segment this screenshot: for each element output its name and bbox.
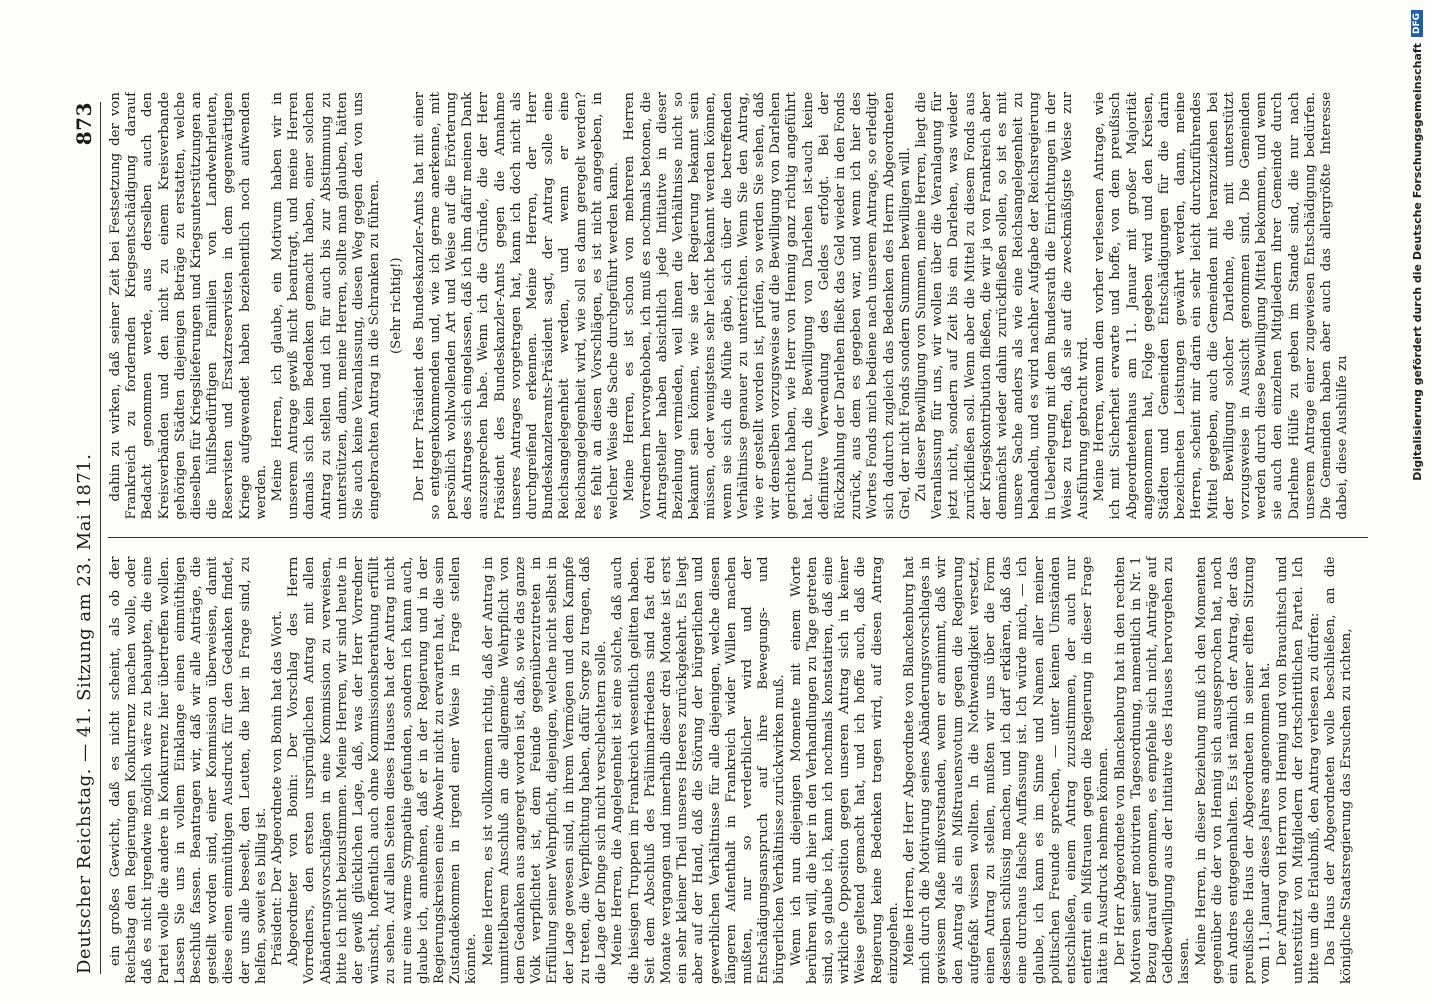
dfg-side-stamp: [1405, 10, 1429, 990]
paragraph: Meine Herren, in dieser Beziehung muß ich den Momenten gegenüber die der von Hennig sich ausgesprochen hat, noch ein Andres entgegenhalten. Es ist nämlich der Antrag, der das preußische Haus der Abgeordneten in seiner elften Sitzung vom 11. Januar dieses Jahres angenommen hat.: [1193, 556, 1274, 984]
paragraph: Der Antrag von Herrn von Hennig und von Brauchitsch und unterstützt von Mitgliedern der fortschrittlichen Partei. Ich bitte um die Erlaubniß, den Antrag verlesen zu dürfen:: [1274, 556, 1323, 984]
text-columns: [108, 92, 1368, 984]
rotated-page-content: [68, 82, 1378, 1004]
paragraph: dahin zu wirken, daß seiner Zeit bei Festsetzung der von Frankreich zu fordernden Kriegsentschädigung darauf Bedacht genommen werde, aus derselben auch den Kreisverbänden und den nicht zu einem Kreisverbande gehörigen Städten diejenigen Beträge zu erstatten, welche dieselben für Kriegslieferungen und Kriegsunterstützungen an die hülfsbedürftigen Familien von Landwehrleuten, Reservisten und Ersatzreservisten in dem gegenwärtigen Kriege aufgewendet haben beziehentlich noch aufwenden werden.: [108, 92, 269, 520]
paragraph: Der Herr Abgeordnete von Blanckenburg hat in den rechten Motiven seiner motivirten Tagesordnung, namentlich in Nr. 1 Bezug darauf genommen, es empfehle sich nicht, Anträge auf Geldbewilligung aus der Initiative des Hauses hervorgehen zu lassen.: [1112, 556, 1193, 984]
paragraph: ein großes Gewicht, daß es nicht scheint, als ob der Reichstag den Regierungen Konkurrenz machen wolle, oder daß es nicht irgendwie möglich wäre zu behaupten, die eine Partei wolle die andere in Konkurrenz hier übertreffen wollen. Lassen Sie uns in vollem Einklange einen einmüthigen Beschluß fassen. Beantragen wir, daß wir alle Anträge, die gestellt worden sind, einer Kommission überweisen, damit diese einen einmüthigen Ausdruck für den Gedanken findet, der uns alle beseelt, den Leuten, die hier in Frage sind, zu helfen, soweit es billig ist.: [108, 556, 269, 984]
paragraph: Meine Herren, die Angelegenheit ist eine solche, daß auch die hiesigen Truppen im Frankreich wesentlich gelitten haben. Seit dem Abschluß des Präliminarfriedens sind fast drei Monate vergangen und innerhalb dieser drei Monate ist erst ein sehr kleiner Theil unseres Heeres zurückgekehrt. Es liegt aber auf der Hand, daß die Störung der bürgerlichen und gewerblichen Verhältnisse für alle diejenigen, welche diesen längeren Aufenthalt in Frankreich wider Willen machen mußten, nur so verderblicher wird und der Entschädigungsanspruch auf ihre Bewegungs- und bürgerlichen Verhältnisse zurückwirken muß.: [610, 556, 788, 984]
right-column: [108, 92, 1368, 520]
page-number: 873: [72, 102, 96, 146]
paragraph: Der Herr Präsident des Bundeskanzler-Amts hat mit einer so entgegenkommenden und, wie ich gerne anerkenne, mit persönlich wohlwollenden Art und Weise auf die Erörterung des Antrages sich eingelassen, daß ich ihm dafür meinen Dank auszusprechen habe. Wenn ich die Gründe, die der Herr Präsident des Bundeskanzler-Amts gegen die Annahme unseres Antrages vorgetragen hat, kann ich doch nicht als durchgreifend erkennen. Meine Herren, der Herr Bundeskanzleramts-Präsident sagt, der Antrag solle eine Reichsangelegenheit werden, und wenn er eine Reichsangelegenheit wird, wie soll es dann geregelt werden? es fehlt an diesen Vorschlägen, es ist nicht angegeben, in welcher Weise die Sache durchgeführt werden kann.: [411, 92, 622, 520]
left-column: [108, 557, 1368, 985]
paragraph: Meine Herren, es ist vollkommen richtig, daß der Antrag in unmittelbarem Anschluß an die allgemeine Wehrpflicht von dem Gedanken aus angeregt worden ist, daß, so wie das ganze Volk verpflichtet ist, dem Feinde gegenüberzutreten in Erfüllung seiner Wehrpflicht, diejenigen, welche nicht selbst in der Lage gewesen sind, in ihrem Vermögen und dem Kampfe zu treten, die Verpflichtung haben, dafür Sorge zu tragen, daß die Lage der Dinge sich nicht verschlechtern solle.: [480, 556, 610, 984]
paragraph: Das Haus der Abgeordneten wolle beschließen, an die königliche Staatsregierung das Ersuchen zu richten,: [1323, 556, 1355, 984]
column-rule: [108, 538, 1368, 539]
paragraph: Meine Herren, es ist schon von mehreren Herren Vorrednern hervorgehoben, ich muß es nochmals betonen, die Antragsteller haben absichtlich jede Initiative in dieser Beziehung vermieden, weil ihnen die Verhältnisse nicht so bekannt sein können, wie sie der Regierung bekannt sein müssen, oder wenigstens sehr leicht bekannt werden können, wenn sie sich die Mühe gäbe, sich über die betreffenden Verhältnisse genauer zu unterrichten. Wenn Sie den Antrag, wie er gestellt worden ist, prüfen, so werden Sie sehen, daß wir denselben vorzugsweise auf die Bewilligung von Darlehen gerichtet haben, wie Herr von Hennig ganz richtig angeführt hat. Durch die Bewilligung von Darlehen ist-auch keine definitive Verwendung des Geldes erfolgt. Bei der Rückzahlung der Darlehen fließt das Geld wieder in den Fonds zurück, aus dem es gegeben war, und wenn ich hier des Wortes Fonds mich bediene nach unserem Antrage, so erledigt sich dadurch zugleich das Bedenken des Herrn Abgeordneten Grel, der nicht Fonds sondern Summen bewilligen will.: [622, 92, 913, 520]
running-header: [68, 102, 101, 974]
paragraph: Meine Herren, ich glaube, ein Motivum haben wir in unserem Antrage gewiß nicht beantragt, und meine Herren damals sich kein Bedenken gemacht haben, einer solchen Antrag zu stellen und ich für auch bis zur Abstimmung zu unterstützen, dann, meine Herren, sollte man glauben, hätten Sie auch keine Veranlassung, diesen Weg gegen den von uns eingebrachten Antrag in die Schranken zu führen.: [270, 92, 383, 520]
paragraph: Wenn ich nun diejenigen Momente mit einem Worte berühren will, die hier in den Verhandlungen zu Tage getreten sind, so glaube ich, kann ich nochmals konstatiren, daß eine wirkliche Opposition gegen unseren Antrag sich in keiner Weise geltend gemacht hat, und ich hoffe auch, daß die Regierung keine Bedenken tragen wird, auf diesen Antrag einzugehen.: [788, 556, 901, 984]
paragraph: Zu dieser Bewilligung von Summen, meine Herren, liegt die Veranlassung für uns, wir wollen über die Veranlagung für jetzt nicht, sondern auf Zeit bis ein Darlehen, was wieder zurückfließen soll. Wenn aber die Mittel zu diesem Fonds aus der Kriegskontribution fließen, die wir ja von Frankreich aber demnächst wieder dahin zurückfließen sollen, so ist es mit unsere Sache anders als wie eine Reichsangelegenheit zu behandeln, und es wird nachher Aufgabe der Reichsregierung in Ueberlegung mit dem Bundesrath die Einrichtungen in der Weise zu treffen, daß sie auf die zweckmäßigste Weise zur Ausführung gebracht wird.: [913, 92, 1091, 520]
paragraph: (Sehr richtig!): [389, 257, 405, 355]
paragraph: Meine Herren, wenn dem vorher verlesenen Antrage, wie ich mit Sicherheit erwarte und hoffe, von dem preußisch Abgeordnetenhaus am 11. Januar mit großer Majorität angenommen hat, Folge gegeben wird und den Kreisen, Städten und Gemeinden Entschädigungen für die darin bezeichneten Leistungen gewährt werden, dann, meine Herren, scheint mir darin ein sehr leicht durchzuführendes Mittel gegeben, auch die Gemeinden mit heranzuziehen bei der Bewilligung solcher Darlehne, die mit unterstützt vorzugsweise in Aussicht genommen sind. Die Gemeinden werden durch diese Bewilligung Mittel bekommen, und wenn sie auch den einzelnen Mitgliedern ihrer Gemeinde durch Darlehne Hülfe zu geben im Stande sind, die nur nach unserem Antrage einer zugewiesen Entschädigung bedürfen. Die Gemeinden haben aber auch das allergrößte Interesse dabei, diese Aushülfe zu: [1092, 92, 1351, 520]
dfg-funding-note: Digitalisierung gefördert durch die Deutsche Forschungsgemeinschaft: [1410, 43, 1424, 481]
header-title: Deutscher Reichstag. — 41. Sitzung am 23. Mai 1871.: [73, 453, 95, 974]
paragraph: Abgeordneter von Bonin: Der Vorschlag des Herrn Vorredners, den ersten ursprünglichen Antrag mit allen Abänderungsvorschlägen in eine Kommission zu verweisen, bitte ich nicht beizustimmen. Meine Herren, wir sind heute in der gewiß glücklichen Lage, daß, was der Herr Vorredner wünscht, hoffentlich auch ohne Kommissionsberathung erfüllt zu sehen. Auf allen Seiten dieses Hauses hat der Antrag nicht nur eine warme Sympathie gefunden, sondern ich kann auch, glaube ich, annehmen, daß er in der Regierung und in der Regierungskreisen eine Abwehr nicht zu erwarten hat, die sein Zustandekommen in irgend einer Weise in Frage stellen könnte.: [286, 556, 480, 984]
dfg-logo: DFG: [1411, 10, 1423, 37]
paragraph: Meine Herren, der Herr Abgeordnete von Blanckenburg hat mich durch die Motivirung seines Abänderungsvorschlages in gewissem Maße mißverstanden, wenn er annimmt, daß wir den Antrag als ein Mißtrauensvotum gegen die Regierung aufgefaßt wissen wollten. In die Nothwendigkeit versetzt, einen Antrag zu stellen, mußten wir uns über die Form desselben schlüssig machen, und ich darf erklären, daß das eine durchaus falsche Auffassung ist. Ich würde mich, — ich glaube, ich kann es im Sinne und Namen aller meiner politischen Freunde sprechen, — unter keinen Umständen entschließen, einem Antrag zuzustimmen, der auch nur entfernt ein Mißtrauen gegen die Regierung in dieser Frage hätte in Ausdruck nehmen können.: [901, 556, 1112, 984]
paragraph: Präsident: Der Abgeordnete von Bonin hat das Wort.: [270, 610, 286, 966]
